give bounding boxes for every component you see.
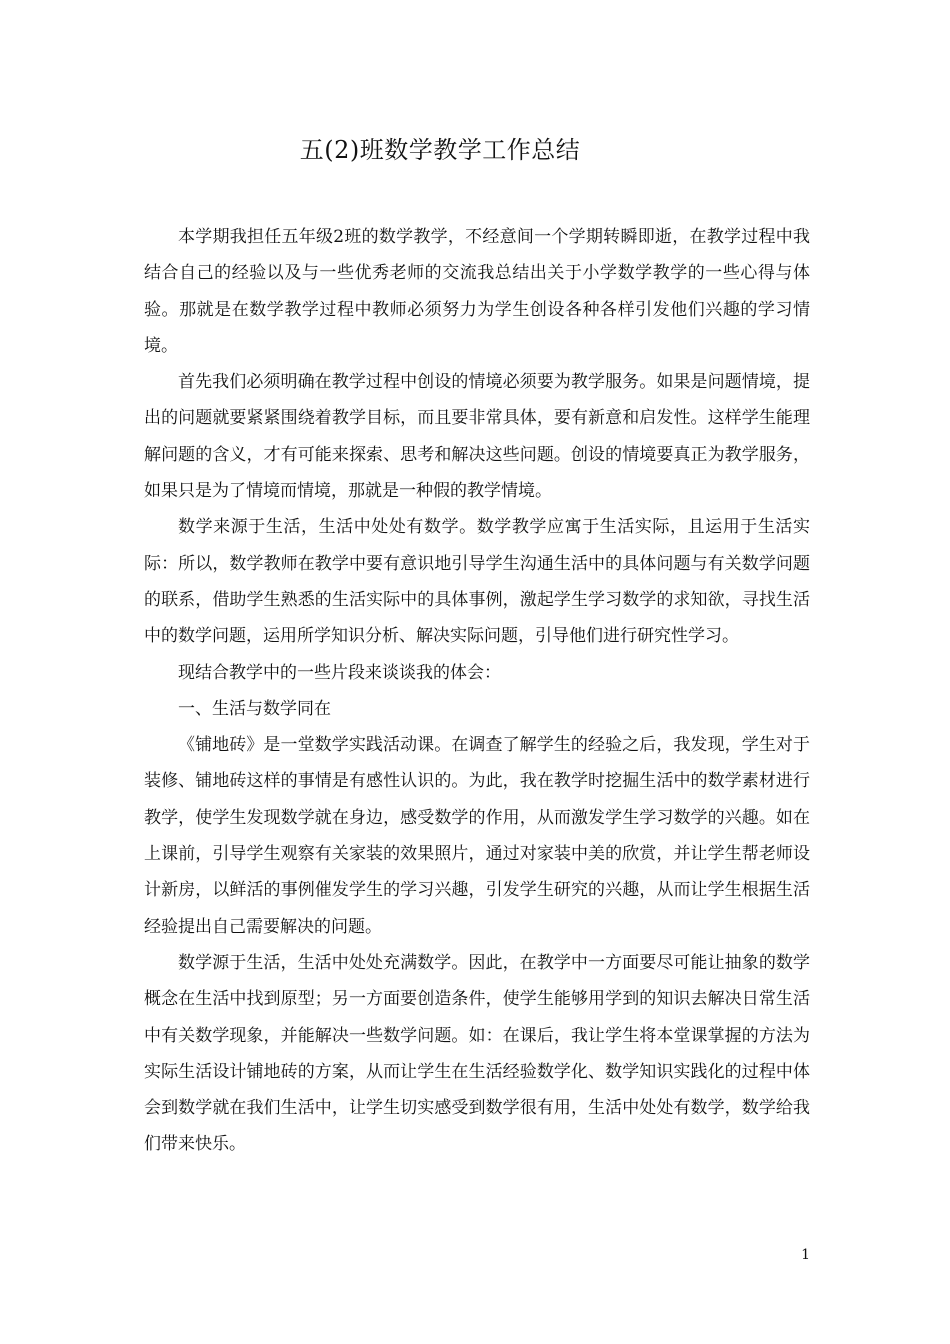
section-heading-life-and-math: 一、生活与数学同在 [178, 698, 331, 719]
page-number: 1 [801, 1247, 810, 1263]
paragraph-math-in-life: 数学源于生活，生活中处处充满数学。因此，在教学中一方面要尽可能让抽象的数学概念在生活中找到原型；另一方面要创造条件，使学生能够用学到的知识去解决日常生活中有关数学现象，并能解决一些数学问题。如：在课后，我让学生将本堂课掌握的方法为实际生活设计铺地砖的方案，从而让学生在生活经验数学化、数学知识实践化的过程中体会到数学就在我们生活中，让学生切实感受到数学很有用，生活中处处有数学，数学给我们带来快乐。 [144, 952, 810, 1155]
paragraph-situation-service: 首先我们必须明确在教学过程中创设的情境必须要为教学服务。如果是问题情境，提出的问题就要紧紧围绕着教学目标，而且要非常具体，要有新意和启发性。这样学生能理解问题的含义，才有可能来探索、思考和解决这些问题。创设的情境要真正为教学服务，如果只是为了情境而情境，那就是一种假的教学情境。 [144, 372, 810, 502]
paragraph-floor-tiles-lesson: 《铺地砖》是一堂数学实践活动课。在调查了解学生的经验之后，我发现，学生对于装修、铺地砖这样的事情是有感性认识的。为此，我在教学时挖掘生活中的数学素材进行教学，使学生发现数学就在身边，感受数学的作用，从而激发学生学习数学的兴趣。如在上课前，引导学生观察有关家装的效果照片，通过对家装中美的欣赏，并让学生帮老师设计新房，以鲜活的事例催发学生的学习兴趣，引发学生研究的兴趣，从而让学生根据生活经验提出自己需要解决的问题。 [144, 735, 810, 937]
document-title: 五(2)班数学教学工作总结 [299, 136, 581, 164]
paragraph-math-from-life: 数学来源于生活，生活中处处有数学。数学教学应寓于生活实际，且运用于生活实际：所以，数学教师在教学中要有意识地引导学生沟通生活中的具体问题与有关数学问题的联系，借助学生熟悉的生活实际中的具体事例，激起学生学习数学的求知欲，寻找生活中的数学问题，运用所学知识分析、解决实际问题，引导他们进行研究性学习。 [144, 517, 810, 647]
document-body [144, 219, 810, 1163]
paragraph-experience-lead: 现结合教学中的一些片段来谈谈我的体会： [178, 662, 501, 683]
paragraph-intro: 本学期我担任五年级2班的数学教学，不经意间一个学期转瞬即逝，在教学过程中我结合自己的经验以及与一些优秀老师的交流我总结出关于小学数学教学的一些心得与体验。那就是在数学教学过程中教师必须努力为学生创设各种各样引发他们兴趣的学习情境。 [144, 227, 810, 356]
